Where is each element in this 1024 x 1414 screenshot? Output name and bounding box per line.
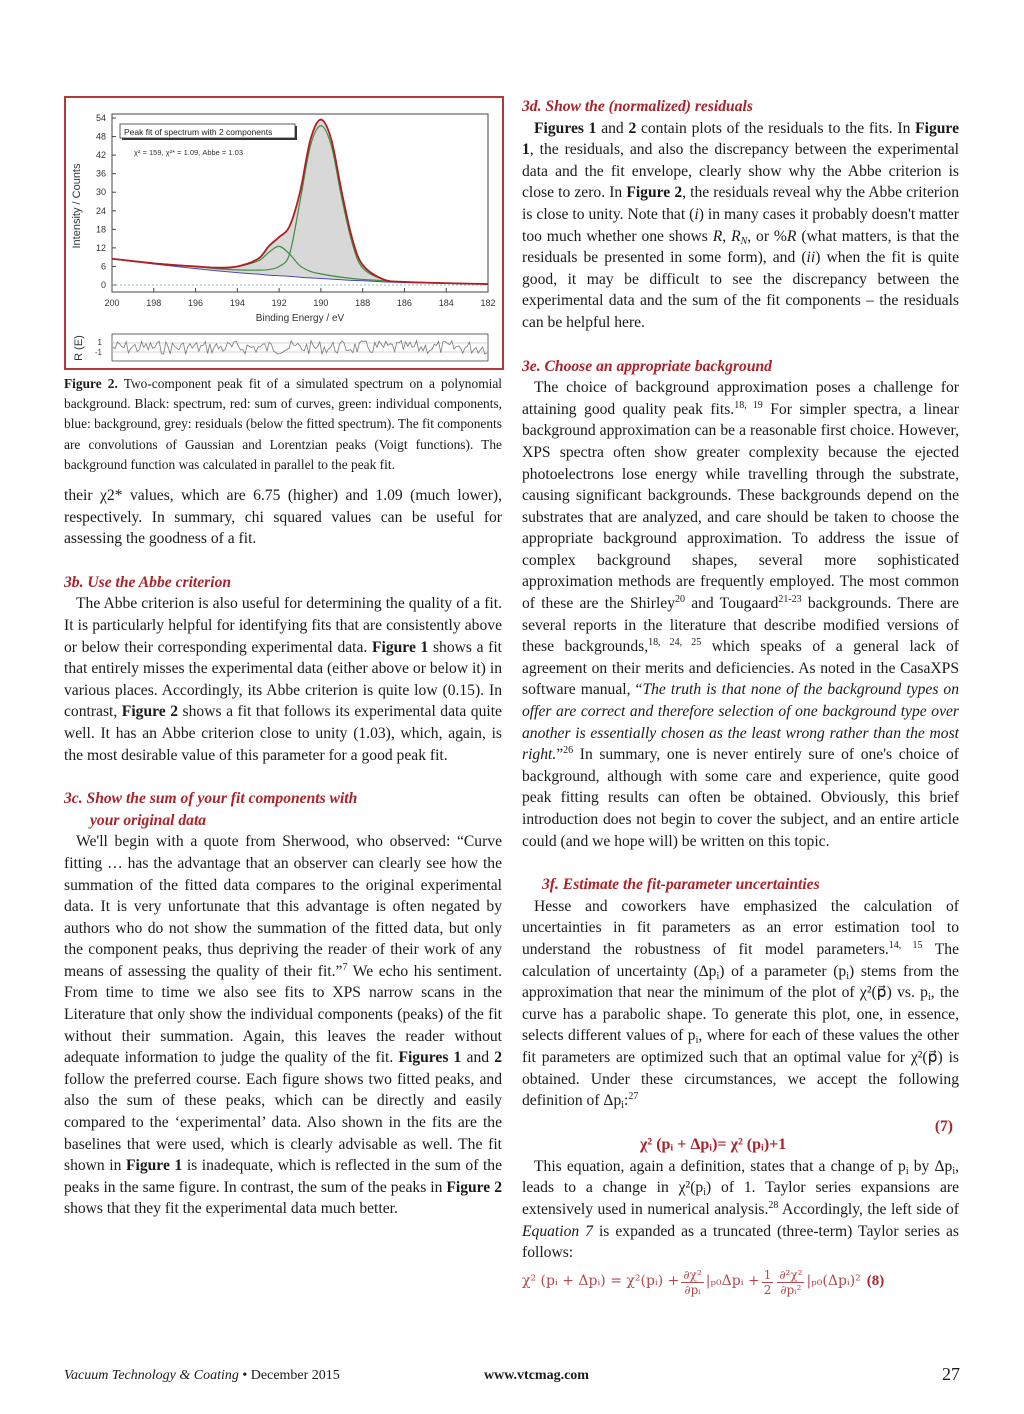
svg-text:48: 48 (95, 131, 106, 142)
svg-text:194: 194 (229, 298, 245, 308)
equation-8: χ² (pᵢ + Δpᵢ) = χ²(pᵢ) + $\frac{\text{∂χ²}}{\text{∂pᵢ}}$ |ₚ₀Δpᵢ + $\frac{1}{2}$ $\frac{\text{∂²χ²}}{\text{∂pᵢ²}}$ |ₚ₀(Δpᵢ)² (8) (522, 1267, 885, 1297)
svg-text:6: 6 (100, 261, 106, 272)
residual-tick-minus1: -1 (94, 348, 102, 357)
svg-text:200: 200 (104, 298, 120, 308)
page-number: 27 (942, 1364, 960, 1384)
caption-label: Figure 2. (64, 376, 118, 391)
svg-text:42: 42 (95, 150, 106, 161)
svg-text:192: 192 (271, 298, 287, 308)
paragraph-3b: The Abbe criterion is also useful for determining the quality of a fit. It is particularly helpful for identifying fits that are consistently above or below their corresponding experimental data. Figure 1 shows a fit that entirely misses the experimental data (either above or below it) in various places. Accordingly, its Abbe criterion is quite low (0.15). In contrast, Figure 2 shows a fit that follows its experimental data quite well. It has an Abbe criterion close to unity (1.03), which, again, is the most desirable value of this parameter for a good peak fit. (64, 595, 502, 764)
caption-text: Two-component peak fit of a simulated spectrum on a polynomial background. Black: spectrum, red: sum of curves, green: individual components, blue: background, grey: residuals (below the fitted spectrum). The fit components are convolutions of Gaussian and Lorentzian peaks (Voigt functions). The background function was calculated in parallel to the peak fit. (64, 376, 503, 472)
y-axis-label: Intensity / Counts (71, 163, 83, 249)
section-heading-3b: 3b. Use the Abbe criterion (64, 573, 232, 591)
x-axis-label: Binding Energy / eV (255, 313, 345, 324)
svg-text:196: 196 (188, 298, 204, 308)
equation-7 (522, 1112, 959, 1156)
section-heading-3e: 3e. Choose an appropriate background (522, 357, 772, 375)
figure-caption (64, 374, 502, 475)
svg-text:188: 188 (355, 298, 371, 308)
svg-text:198: 198 (146, 298, 162, 308)
fit-statistics: χ² = 159, χ²* = 1.09, Abbe = 1.03 (134, 148, 243, 157)
paragraph-after-eq7: This equation, again a definition, states that a change of $p_i$ by $\Delta p_i$, leads to a change in $\chi^2(p_i)$ of 1. Taylor series expansions are extensively used in numerical analysis.$^{28}$ Accordingly, the left side of Equation 7 is expanded as a truncated (three-term) Taylor series as follows: (522, 1157, 960, 1262)
paragraph-3f: Hesse and coworkers have emphasized the calculation of uncertainties in fit parameters as an error estimation tool to understand the robustness of fit model parameters.$^{14, 15}$ The calculation of uncertainty $(\Delta p_i)$ of a parameter $(p_i)$ stems from the approximation that near the minimum of the plot of χ²(p⃗) vs. $p_i$, the curve has a parabolic shape. To generate this plot, one, in essence, selects different values of $p_i$, where for each of these values the other fit parameters are optimized such that an optimal value for χ²(p⃗) is obtained. Under these circumstances, we accept the following definition of $\Delta p_i:^{27}$ (522, 897, 959, 1112)
svg-text:30: 30 (95, 187, 106, 198)
figure-2 (64, 96, 504, 370)
section-heading-3c-line2: your original data (90, 811, 207, 829)
section-heading-3f: 3f. Estimate the fit-parameter uncertainties (542, 876, 820, 894)
paragraph-3e: The choice of background approximation poses a challenge for attaining good quality peak fits.$^{18, 19}$ For simpler spectra, a linear background approximation can be a reasonable first choice. However, XPS spectra often show greater complexity because the ejected photoelectrons lose energy while travelling through the substrate, causing significant backgrounds. These backgrounds depend on the substrates that are analyzed, and care should be taken to choose the appropriate background approximation. To address the issue of complex background shapes, several more sophisticated approximation methods are frequently employed. The most common of these are the Shirley$^{20}$ and Tougaard$^{21-23}$ backgrounds. There are several reports in the literature that describe modified versions of these backgrounds,$^{18, 24, 25}$ which speaks of a general lack of agreement on their merits and deficiencies. As noted in the CasaXPS software manual, “The truth is that none of the background types on offer are correct and therefore selection of one background type over another is essentially chosen as the least wrong rather than the most right.”$^{26}$ In summary, one is never entirely sure of one's choice of background, although with some care and experience, quite good peak fitting results can often be obtained. Obviously, this brief introduction does not begin to cover the subject, and an entire article could (and we hope will) be written on this topic. (522, 379, 960, 850)
website-link[interactable]: www.vtcmag.com (484, 1368, 589, 1383)
paragraph-3d: Figures 1 and 2 contain plots of the residuals to the fits. In Figure 1, the residuals, and also the discrepancy between the experimental data and the fit envelope, clearly show why the Abbe criterion is close to zero. In Figure 2, the residuals reveal why the Abbe criterion is close to unity. Note that (i) in many cases it probably doesn't matter too much whether one shows R, $R_N$, or %R (what matters, is that the residuals be presented in some form), and (ii) when the fit is quite good, it may be difficult to see the discrepancy between the experimental data and the sum of the fit components – the residuals can be helpful here. (522, 119, 960, 331)
section-heading-3c: 3c. Show the sum of your fit components with (64, 790, 358, 808)
section-heading-3d: 3d. Show the (normalized) residuals (522, 98, 753, 115)
svg-text:0: 0 (100, 280, 106, 290)
residual-axis-label: R (E) (73, 335, 85, 361)
paragraph-3c: We'll begin with a quote from Sherwood, who observed: “Curve fitting … has the advantage that an observer can clearly see how the summation of the fitted data compares to the original experimental data. It is very unfortunate that this advantage is often negated by authors who do not show the summation of the fitted data, but only the component peaks, thus depriving the reader of their work of any means of assessing the quality of their fit.”$^7$ We echo his sentiment. From time to time we also see fits to XPS narrow scans in the Literature that only show the individual components (peaks) of the fit without their summation. Again, this leaves the reader without adequate information to judge the quality of the fit. Figures 1 and 2 follow the preferred course. Each figure shows two fitted peaks, and also the sum of these peaks, which can be directly and easily compared to the ‘experimental’ data. Also shown in the fits are the baselines that were used, which is clearly advisable as well. The fit shown in Figure 1 is inadequate, which is reflected in the sum of the peaks in the same figure. In contrast, the sum of the peaks in Figure 2 shows that they fit the experimental data much better. (64, 833, 502, 1218)
paragraph-chi-continued: their χ2* values, which are 6.75 (higher) and 1.09 (much lower), respectively. In summary, chi squared values can be useful for assessing the goodness of a fit. (64, 487, 502, 548)
svg-text:186: 186 (396, 298, 412, 308)
equation-8-number: (8) (866, 1273, 885, 1290)
equation-7-formula: χ² (pᵢ + Δpᵢ)= χ² (pᵢ)+1 (640, 1135, 787, 1153)
right-column (522, 96, 959, 1297)
svg-text:18: 18 (95, 224, 106, 235)
left-column (64, 96, 502, 1220)
equation-7-number: (7) (934, 1117, 953, 1135)
svg-text:184: 184 (438, 298, 454, 308)
svg-text:36: 36 (95, 168, 106, 179)
page-footer (64, 1364, 960, 1388)
svg-text:54: 54 (95, 113, 106, 123)
chart-title: Peak fit of spectrum with 2 components (124, 127, 273, 137)
journal-name: Vacuum Technology & Coating • December 2015 (64, 1368, 340, 1383)
svg-text:190: 190 (313, 298, 329, 308)
svg-text:182: 182 (480, 298, 496, 308)
residual-tick-1: 1 (97, 338, 102, 347)
peak-fit-chart (66, 98, 502, 368)
svg-text:24: 24 (95, 205, 106, 216)
svg-text:12: 12 (95, 242, 106, 253)
